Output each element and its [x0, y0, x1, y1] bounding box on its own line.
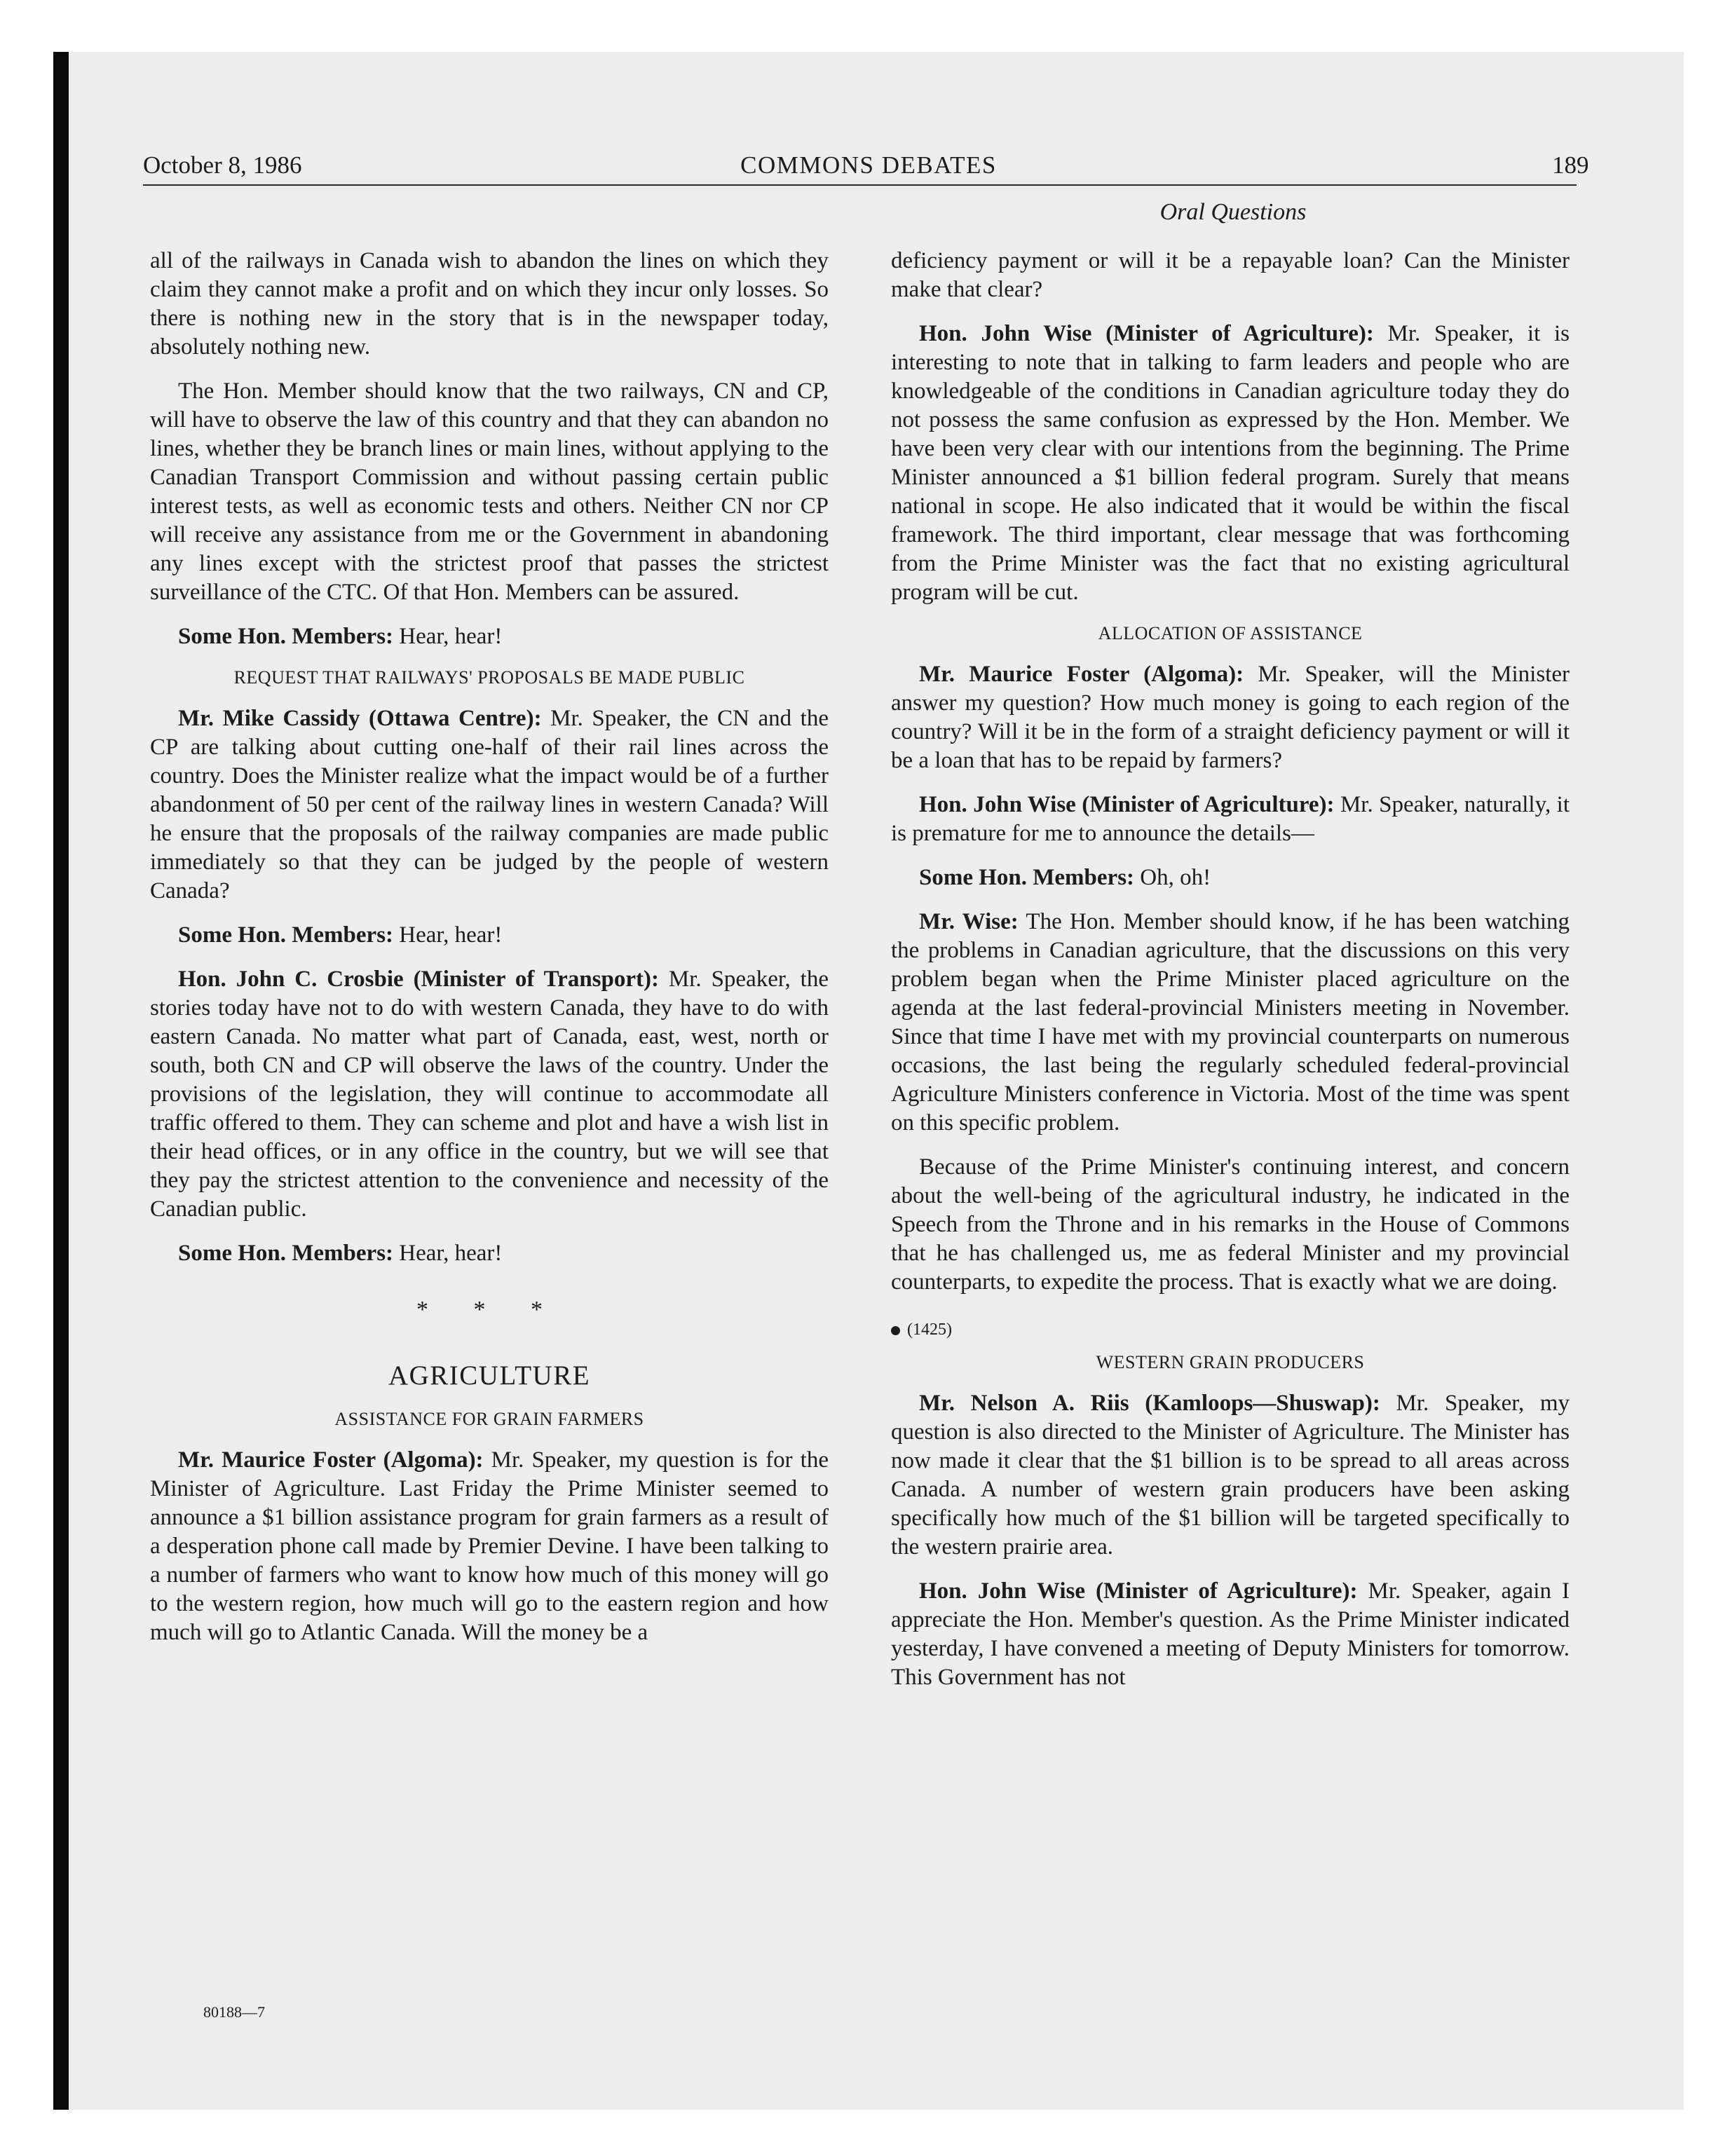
- paragraph: [150, 704, 829, 906]
- main-heading: AGRICULTURE: [388, 1360, 591, 1391]
- paragraph: [150, 921, 829, 950]
- page-number: 189: [1552, 151, 1589, 179]
- paragraph: deficiency payment or will it be a repayable loan? Can the Minister make that clear?: [891, 248, 1570, 302]
- subheading: REQUEST THAT RAILWAYS' PROPOSALS BE MADE PUBLIC: [233, 667, 745, 688]
- speaker-name: Mr. Maurice Foster (Algoma):: [919, 662, 1244, 687]
- paragraph: [891, 660, 1570, 775]
- bullet-icon: [891, 1326, 900, 1335]
- subheading: ALLOCATION OF ASSISTANCE: [1098, 623, 1363, 643]
- paragraph: [150, 1446, 829, 1647]
- subheading: ASSISTANCE FOR GRAIN FARMERS: [334, 1409, 644, 1429]
- speech-text: Hear, hear!: [393, 1241, 503, 1266]
- paragraph: [891, 864, 1570, 892]
- speaker-name: Hon. John Wise (Minister of Agriculture):: [919, 1578, 1358, 1604]
- printer-signature: 80188—7: [203, 2003, 265, 2021]
- speech-text: Hear, hear!: [393, 922, 503, 948]
- running-head-date: October 8, 1986: [143, 151, 302, 179]
- paragraph: Because of the Prime Minister's continuing interest, and concern about the well-being of the agricultural industry, he indicated in the Speech from the Throne and in his remarks in the House of Commons that he has challenged us, me as federal Minister and my provincial counterparts, to expedite the process. That is exactly what we are doing.: [891, 1154, 1570, 1295]
- scanned-page: [53, 52, 1684, 2110]
- speech-text: Mr. Speaker, naturally, it is premature for me to announce the details—: [891, 792, 1570, 846]
- header-rule: [143, 184, 1577, 186]
- speech-text: Mr. Speaker, my question is for the Minister of Agriculture. Last Friday the Prime Minister seemed to announce a $1 billion assistance program for grain farmers as a result of a desperation phone call made by Premier Devine. I have been talking to a number of farmers who want to know how much of this money will go to the western region, how much will go to the eastern region and how much will go to Atlantic Canada. Will the money be a: [150, 1447, 829, 1645]
- speaker-name: Hon. John Wise (Minister of Agriculture):: [919, 321, 1374, 346]
- paragraph: The Hon. Member should know that the two railways, CN and CP, will have to observe the law of this country and that they can abandon no lines, whether they be branch lines or main lines, without applying to the Canadian Transport Commission and without passing certain public interest tests, as well as economic tests and others. Neither CN nor CP will receive any assistance from me or the Government in abandoning any lines except with the strictest proof that passes the strictest surveillance of the CTC. Of that Hon. Members can be assured.: [150, 378, 829, 605]
- speaker-name: Mr. Mike Cassidy (Ottawa Centre):: [178, 706, 542, 731]
- section-separator: * * *: [416, 1297, 562, 1323]
- subheading: WESTERN GRAIN PRODUCERS: [1096, 1352, 1365, 1372]
- speaker-name: Hon. John Wise (Minister of Agriculture):: [919, 792, 1335, 817]
- paragraph: [150, 1239, 829, 1268]
- speech-text: Hear, hear!: [393, 624, 503, 649]
- paragraph: [150, 965, 829, 1224]
- time-stamp: (1425): [891, 1318, 1570, 1342]
- speaker-name: Mr. Maurice Foster (Algoma):: [178, 1447, 484, 1473]
- speech-text: Mr. Speaker, will the Minister answer my question? How much money is going to each region of the country? Will it be in the form of a straight deficiency payment or will it be a loan that has to be repaid by farmers?: [891, 662, 1570, 773]
- speech-text: Oh, oh!: [1134, 865, 1211, 890]
- speaker-name: Some Hon. Members:: [178, 922, 394, 948]
- speech-text: The Hon. Member should know, if he has been watching the problems in Canadian agriculture, that the discussions on this very problem began when the Prime Minister placed agriculture on the agenda at the last federal-provincial Ministers meeting in November. Since that time I have met with my provincial counterparts on numerous occasions, the last being the regularly scheduled federal-provincial Agriculture Ministers conference in Victoria. Most of the time was spent on this specific problem.: [891, 909, 1570, 1135]
- paragraph: [891, 908, 1570, 1138]
- right-column: [891, 247, 1570, 1692]
- binding-edge: [53, 52, 69, 2110]
- speaker-name: Some Hon. Members:: [919, 865, 1135, 890]
- running-head-title: COMMONS DEBATES: [740, 151, 997, 179]
- speaker-name: Mr. Nelson A. Riis (Kamloops—Shuswap):: [919, 1391, 1380, 1416]
- speech-text: Mr. Speaker, it is interesting to note that in talking to farm leaders and people who are knowledgeable of the conditions in Canadian agriculture today they do not possess the same confusion as expressed by the Hon. Member. We have been very clear with our intentions from the beginning. The Prime Minister announced a $1 billion federal program. Surely that means national in scope. He also indicated that it would be within the fiscal framework. The third important, clear message that was forthcoming from the Prime Minister was the fact that no existing agricultural program will be cut.: [891, 321, 1570, 605]
- section-label: Oral Questions: [1159, 199, 1307, 225]
- speech-text: Mr. Speaker, the CN and the CP are talking about cutting one-half of their rail lines across the country. Does the Minister realize what the impact would be of a further abandonment of 50 per cent of the railway lines in western Canada? Will he ensure that the proposals of the railway companies are made public immediately so that they can be judged by the people of western Canada?: [150, 706, 829, 903]
- speech-text: Mr. Speaker, again I appreciate the Hon. Member's question. As the Prime Minister indicated yesterday, I have convened a meeting of Deputy Ministers for tomorrow. This Government has not: [891, 1578, 1570, 1690]
- speaker-name: Some Hon. Members:: [178, 624, 394, 649]
- paragraph: [891, 1577, 1570, 1692]
- speaker-name: Mr. Wise:: [919, 909, 1019, 934]
- speech-text: Mr. Speaker, my question is also directed to the Minister of Agriculture. The Minister has now made it clear that the $1 billion is to be spread to all areas across Canada. A number of western grain producers have been asking specifically how much of the $1 billion will be targeted specifically to the western prairie area.: [891, 1391, 1570, 1560]
- paragraph: [891, 320, 1570, 607]
- paragraph: all of the railways in Canada wish to abandon the lines on which they claim they cannot make a profit and on which they incur only losses. So there is nothing new in the story that is in the newspaper today, absolutely nothing new.: [150, 248, 829, 360]
- left-column: [150, 247, 829, 1647]
- speech-text: Mr. Speaker, the stories today have not to do with western Canada, they have to do with eastern Canada. No matter what part of Canada, east, west, north or south, both CN and CP will observe the laws of the country. Under the provisions of the legislation, they will continue to accommodate all traffic offered to them. They can scheme and plot and have a wish list in their head offices, or in any office in the country, but we will see that they pay the strictest attention to the convenience and necessity of the Canadian public.: [150, 967, 829, 1222]
- paragraph: [891, 1389, 1570, 1562]
- speaker-name: Some Hon. Members:: [178, 1241, 394, 1266]
- speaker-name: Hon. John C. Crosbie (Minister of Transport):: [178, 967, 659, 992]
- paragraph: [150, 622, 829, 651]
- paragraph: [891, 791, 1570, 848]
